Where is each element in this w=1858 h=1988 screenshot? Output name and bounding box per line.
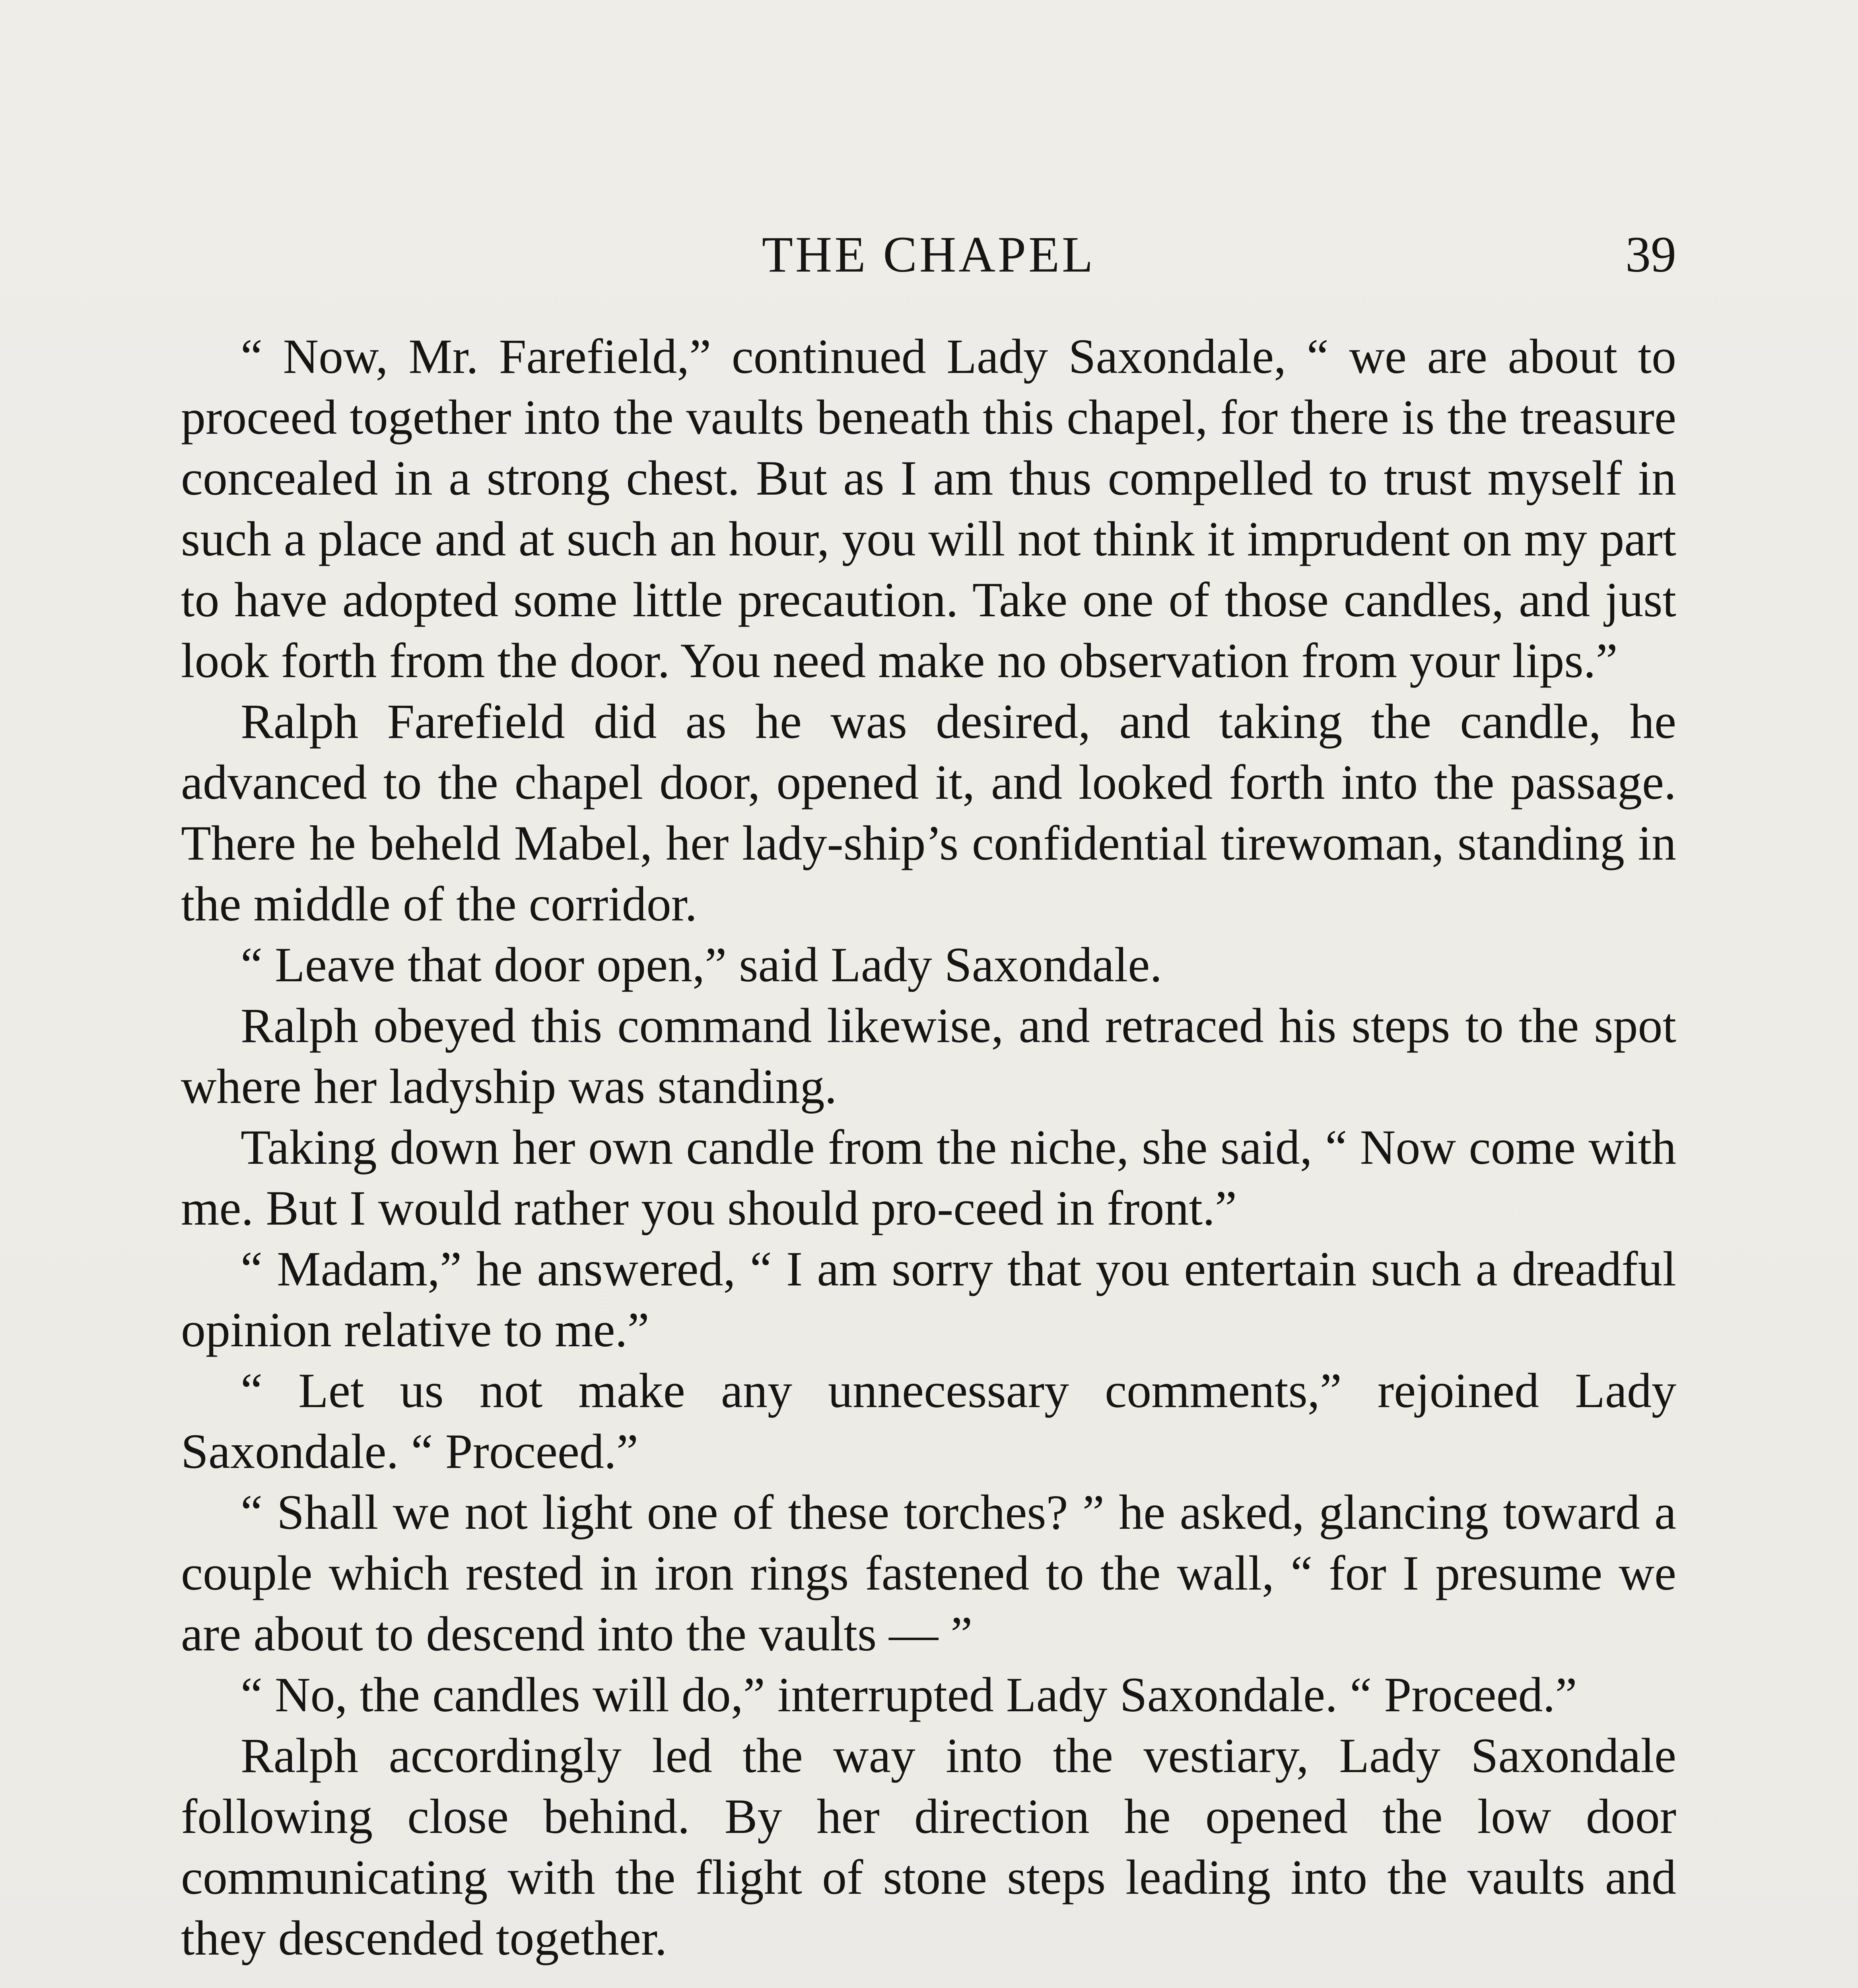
body-text: [181, 326, 1676, 1988]
paragraph-3: “ Leave that door open,” said Lady Saxondale.: [241, 938, 1162, 992]
page-number: 39: [1625, 226, 1676, 283]
running-head: THE CHAPEL: [762, 226, 1096, 283]
paragraph-6: “ Madam,” he answered, “ I am sorry that you entertain such a dreadful opinion relative to me.”: [181, 1242, 1676, 1357]
paragraph-7: “ Let us not make any unnecessary comments,” rejoined Lady Saxondale. “ Proceed.”: [181, 1363, 1676, 1479]
paragraph-5: Taking down her own candle from the niche, she said, “ Now come with me. But I would rather you should pro-ceed in front.”: [181, 1120, 1676, 1235]
paragraph-9: “ No, the candles will do,” interrupted Lady Saxondale. “ Proceed.”: [241, 1668, 1577, 1722]
paragraph-1: “ Now, Mr. Farefield,” continued Lady Saxondale, “ we are about to proceed together into the vaults beneath this chapel, for there is the treasure concealed in a strong chest. But as I am thus compelled to trust myself in such a place and at such an hour, you will not think it imprudent on my part to have adopted some little precaution. Take one of those candles, and just look forth from the door. You need make no observation from your lips.”: [181, 329, 1676, 688]
paragraph-8: “ Shall we not light one of these torches? ” he asked, glancing toward a couple which rested in iron rings fastened to the wall, “ for I presume we are about to descend into the vaults — ”: [181, 1485, 1676, 1661]
page-header: [181, 223, 1676, 286]
paragraph-10: Ralph accordingly led the way into the vestiary, Lady Saxondale following close behind. By her direction he opened the low door communicating with the flight of stone steps leading into the vaults and they descended together.: [181, 1728, 1676, 1965]
paragraph-2: Ralph Farefield did as he was desired, and taking the candle, he advanced to the chapel door, opened it, and looked forth into the passage. There he beheld Mabel, her lady-ship’s confidential tirewoman, standing in the middle of the corridor.: [181, 694, 1676, 931]
paragraph-4: Ralph obeyed this command likewise, and retraced his steps to the spot where her ladyship was standing.: [181, 998, 1676, 1114]
